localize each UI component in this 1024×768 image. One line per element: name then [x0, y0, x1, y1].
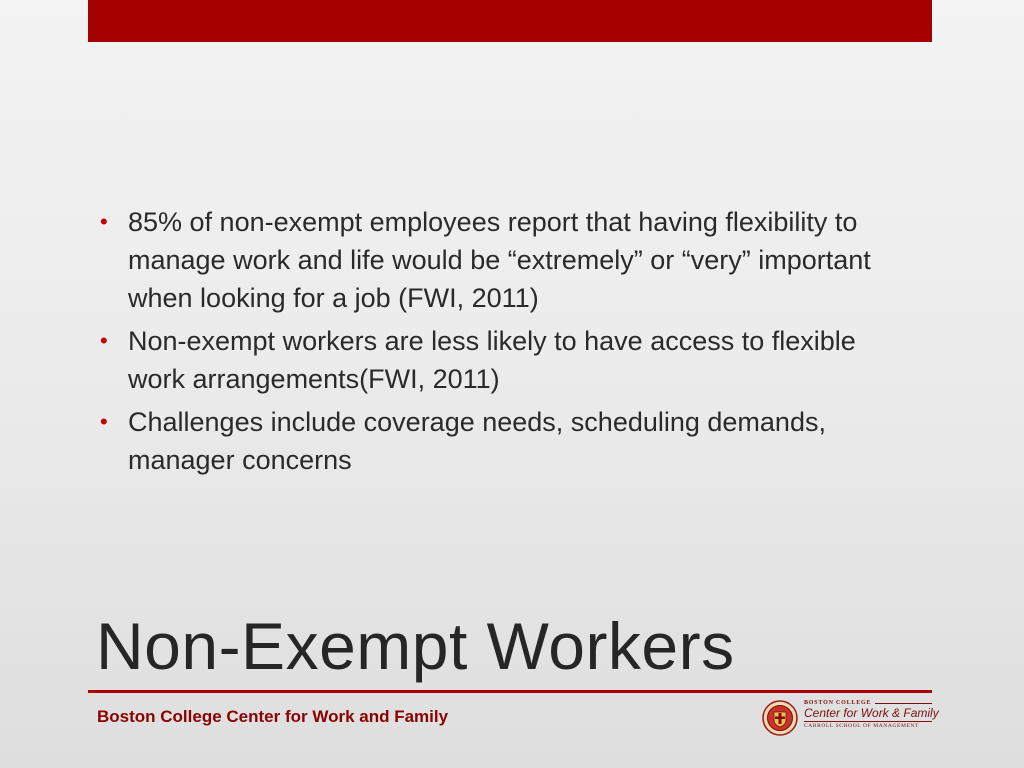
bullet-item — [98, 322, 898, 398]
footer-divider — [88, 690, 932, 693]
logo-rule — [875, 703, 932, 704]
boston-college-seal-icon — [762, 700, 798, 736]
center-logo — [762, 698, 939, 738]
logo-line-boston-college: BOSTON COLLEGE — [804, 700, 872, 706]
footer-organization-name: Boston College Center for Work and Family — [97, 707, 449, 726]
bullet-text: Challenges include coverage needs, scheduling demands, manager concerns — [128, 407, 826, 475]
bullet-icon: • — [100, 409, 108, 434]
slide-title: Non-Exempt Workers — [96, 609, 735, 683]
bullet-icon: • — [100, 209, 108, 234]
bullet-text: 85% of non-exempt employees report that having flexibility to manage work and life would be “extremely” or “very” important when looking for a job (FWI, 2011) — [128, 207, 871, 313]
bullet-item — [98, 403, 898, 479]
bullet-list — [98, 203, 898, 484]
bullet-item — [98, 203, 898, 317]
logo-wordmark — [804, 700, 939, 729]
bullet-icon: • — [100, 328, 108, 353]
bullet-text: Non-exempt workers are less likely to have access to flexible work arrangements(FWI, 2011) — [128, 326, 856, 394]
logo-line-school: CARROLL SCHOOL OF MANAGEMENT — [804, 721, 932, 729]
logo-line-center: Center for Work & Family — [804, 706, 939, 720]
top-accent-bar — [88, 0, 932, 42]
